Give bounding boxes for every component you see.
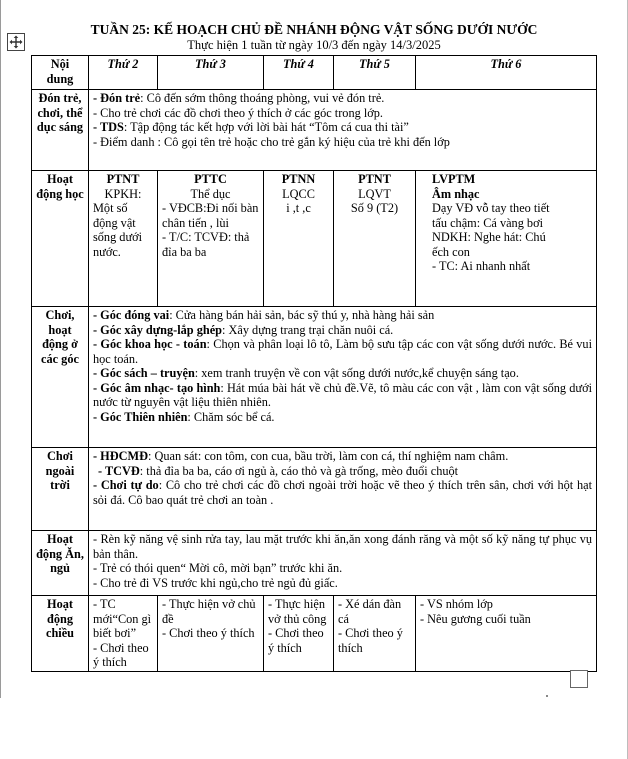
cell-hdh-thursday: PTNT LQVT Số 9 (T2): [334, 171, 416, 307]
header-monday: Thứ 2: [89, 56, 158, 90]
label-choi-goc: Chơi, hoạt động ở các góc: [32, 307, 89, 448]
row-chieu: [32, 596, 597, 672]
label-chieu: Hoạt động chiều: [32, 596, 89, 672]
page-title: TUẦN 25: KẾ HOẠCH CHỦ ĐỀ NHÁNH ĐỘNG VẬT SỐNG DƯỚI NƯỚC: [90, 22, 538, 37]
header-wednesday: Thứ 4: [264, 56, 334, 90]
cell-an-ngu: - Rèn kỹ năng vệ sinh rửa tay, lau mặt trước khi ăn,ăn xong đánh răng và một số kỹ năng tự phục vụ bản thân. - Trẻ có thói quen“ Mời cô, mời bạn” trước khi ăn. - Cho trẻ đi VS trước khi ngủ,cho trẻ ngủ đủ giấc.: [89, 531, 597, 596]
label-an-ngu: Hoạt động Ăn, ngủ: [32, 531, 89, 596]
cell-chieu-thursday: - Xé dán đàn cá - Chơi theo ý thích: [334, 596, 416, 672]
cell-choi-goc: - Góc đóng vai: Cửa hàng bán hải sản, bác sỹ thú y, nhà hàng hải sản - Góc xây dựng-lắp ghép: Xây dựng trang trại chăn nuôi cá. - Góc khoa học - toán: Chọn và phân loại lô tô, Làm bộ sưu tập các con vật sống dưới nước. Bé vui học toán. - Góc sách – truyện: xem tranh truyện về con vật sống dưới nước,kể chuyện sáng tạo. - Góc âm nhạc- tạo hình: Hát múa bài hát về chủ đề.Vẽ, tô màu các con vật , làm con vật sống dưới nước từ nguyên vật liệu thiên nhiên. - Góc Thiên nhiên: Chăm sóc bể cá.: [89, 307, 597, 448]
page-edge-left: [0, 0, 1, 698]
don-tre-line: - Cho trẻ chơi các đồ chơi theo ý thích ở các góc trong lớp.: [93, 105, 383, 120]
cell-chieu-tuesday: - Thực hiện vở chủ đề - Chơi theo ý thích: [158, 596, 264, 672]
cell-chieu-friday: - VS nhóm lớp - Nêu gương cuối tuần: [416, 596, 597, 672]
row-an-ngu: [32, 531, 597, 596]
table-resize-handle[interactable]: [570, 670, 588, 688]
header-friday: Thứ 6: [416, 56, 597, 90]
cell-ngoai-troi: - HĐCMĐ: Quan sát: con tôm, con cua, bầu trời, làm con cá, thí nghiệm nam châm. - TCVĐ: thả đỉa ba ba, cáo ơi ngủ à, cáo thỏ và gà trống, mèo đuổi chuột - Chơi tự do: Cô cho trẻ chơi các đồ chơi ngoài trời hoặc vẽ theo ý thích trên sân, chơi với hột hạt sỏi đá. Cô bao quát trẻ chơi an toàn .: [89, 448, 597, 531]
page-speck: [546, 695, 548, 697]
cell-hdh-friday: LVPTM Âm nhạc Dạy VĐ vỗ tay theo tiết tấu chậm: Cá vàng bơi NDKH: Nghe hát: Chú ếch con - TC: Ai nhanh nhất: [416, 171, 597, 307]
row-ngoai-troi: [32, 448, 597, 531]
cell-hdh-tuesday: PTTC Thể dục - VĐCB:Đi nối bàn chân tiến , lùi - T/C: TCVĐ: thả đỉa ba ba: [158, 171, 264, 307]
page-subtitle: Thực hiện 1 tuần từ ngày 10/3 đến ngày 14/3/2025: [187, 38, 441, 52]
header-row: [32, 56, 597, 90]
row-hoat-dong-hoc: [32, 171, 597, 307]
row-don-tre: [32, 90, 597, 171]
row-choi-goc: [32, 307, 597, 448]
header-tuesday: Thứ 3: [158, 56, 264, 90]
cell-hdh-monday: PTNT KPKH: Một số động vật sống dưới nước.: [89, 171, 158, 307]
label-don-tre: Đón trẻ, chơi, thể dục sáng: [32, 90, 89, 171]
don-tre-line: - Điểm danh : Cô gọi tên trẻ hoặc cho trẻ gắn ký hiệu của trẻ khi đến lớp: [93, 134, 450, 149]
cell-hdh-wednesday: PTNN LQCC i ,t ,c: [264, 171, 334, 307]
label-hoat-dong-hoc: Hoạt động học: [32, 171, 89, 307]
cell-chieu-monday: - TC mới“Con gì biết bơi” - Chơi theo ý thích: [89, 596, 158, 672]
header-thursday: Thứ 5: [334, 56, 416, 90]
weekly-plan-table: [31, 55, 597, 672]
cell-don-tre: [89, 90, 597, 171]
cell-chieu-wednesday: - Thực hiện vở thủ công - Chơi theo ý thích: [264, 596, 334, 672]
don-tre-line: - Đón trẻ: Cô đến sớm thông thoáng phòng, vui vẻ đón trẻ.: [93, 91, 385, 105]
label-ngoai-troi: Chơi ngoài trời: [32, 448, 89, 531]
don-tre-line: - TDS: Tập động tác kết hợp với lời bài hát “Tôm cá cua thi tài”: [93, 120, 409, 134]
header-content: Nội dung: [32, 56, 89, 90]
